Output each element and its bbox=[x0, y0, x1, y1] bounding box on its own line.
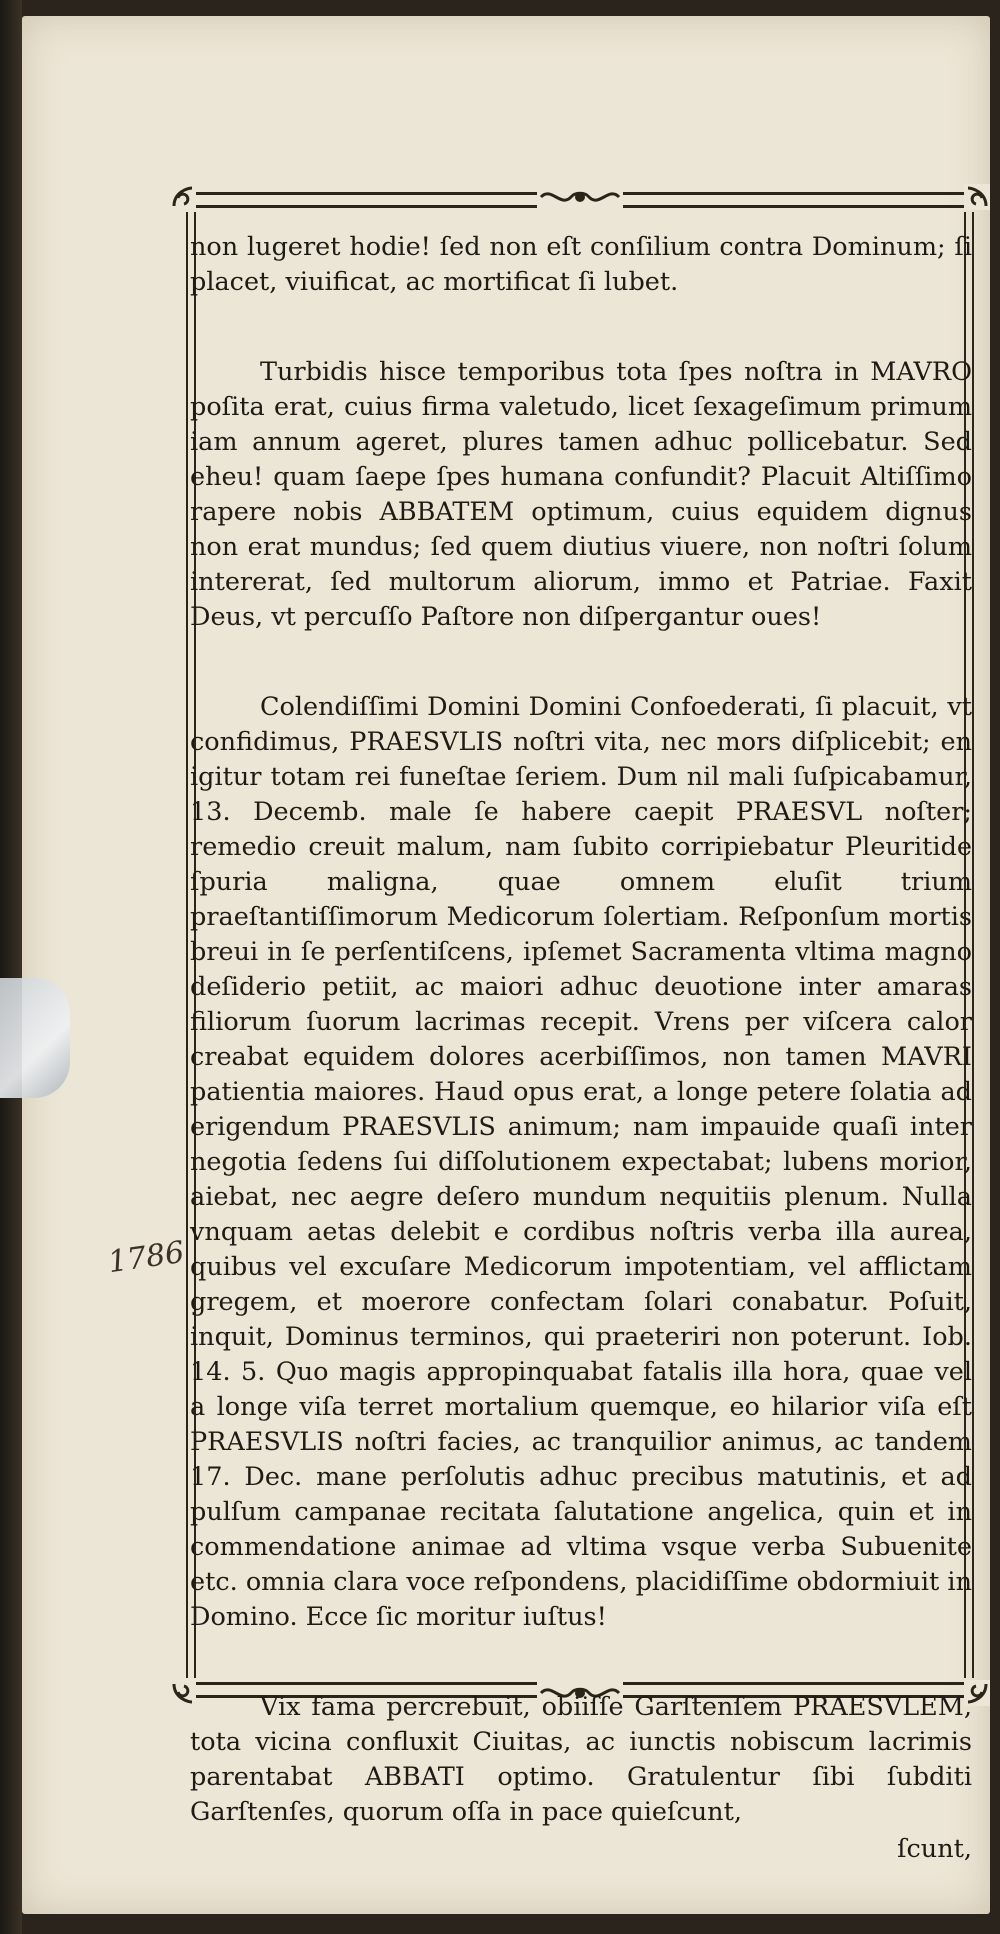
catchword: ſcunt, bbox=[897, 1834, 972, 1864]
paragraph: Vix fama percrebuit, obiiſſe Garſtenſem PRAESVLEM, tota vicina confluxit Ciuitas, ac iunctis nobiscum lacrimis parentabat ABBATI optimo. Gratulentur ſibi ſubditi Garſtenſes, quorum oſſa in pace quieſcunt, bbox=[190, 1692, 972, 1827]
page-clip-icon bbox=[0, 978, 70, 1098]
paragraph: Turbidis hisce temporibus tota ſpes noſtra in MAVRO poſita erat, cuius firma valetudo, licet ſexageſimum primum iam annum ageret, plures tamen adhuc pollicebatur. Sed eheu! quam ſaepe ſpes humana confundit? Placuit Altiſſimo rapere nobis ABBATEM optimum, cuius equidem dignus non erat mundus; ſed quem diutius viuere, non noſtri ſolum intererat, ſed multorum aliorum, immo et Patriae. Faxit Deus, vt percuſſo Paſtore non diſpergantur oues! bbox=[190, 357, 972, 632]
top-ornament-icon bbox=[537, 184, 623, 210]
handwritten-margin-note: 1786 bbox=[105, 1234, 187, 1281]
paragraph: Colendiſſimi Domini Domini Confoederati, ſi placuit, vt confidimus, PRAESVLIS noſtri vita, nec mors diſplicebit; en igitur totam rei funeſtae ſeriem. Dum nil mali ſuſpicabamur, 13. Decemb. male ſe habere caepit PRAESVL noſter; remedio creuit malum, nam ſubito corripiebatur Pleuritide ſpuria maligna, quae omnem eluſit trium praeſtantiſſimorum Medicorum ſolertiam. Reſponſum mortis breui in ſe perſentiſcens, ipſemet Sacramenta vltima magno deſiderio petiit, ac maiori adhuc deuotione inter amaras filiorum ſuorum lacrimas recepit. Vrens per viſcera calor creabat equidem dolores acerbiſſimos, non tamen MAVRI patientia maiores. Haud opus erat, a longe petere ſolatia ad erigendum PRAESVLIS animum; nam impauide quaſi inter negotia ſedens ſui diſſolutionem expectabat; lubens morior, aiebat, nec aegre deſero mundum nequitiis plenum. Nulla vnquam aetas delebit e cordibus noſtris verba illa aurea, quibus vel excuſare Medicorum impotentiam, vel afflictam gregem, et moerore confectam ſolari conabatur. Poſuit, inquit, Dominus terminos, qui praeteriri non poterunt. Iob. 14. 5. Quo magis appropinquabat fatalis illa hora, quae vel a longe viſa terret mortalium quemque, eo hilarior viſa eſt PRAESVLIS noſtri facies, ac tranquilior animus, ac tandem 17. Dec. mane perſolutis adhuc precibus matutinis, et ad pulſum campanae recitata ſalutatione angelica, quin et in commendatione animae ad vltima vsque verba Subuenite etc. omnia clara voce reſpondens, placidiſſime obdormiuit in Domino. Ecce ſic moritur iuſtus! bbox=[190, 692, 972, 1632]
corner-ornament-icon bbox=[964, 184, 990, 210]
paragraph-continuation: non lugeret hodie! ſed non eſt conſilium contra Dominum; ſi placet, viuificat, ac mortificat ſi lubet. bbox=[190, 232, 972, 297]
book-spine bbox=[0, 0, 22, 1934]
corner-ornament-icon bbox=[170, 184, 196, 210]
body-text bbox=[190, 230, 972, 1867]
